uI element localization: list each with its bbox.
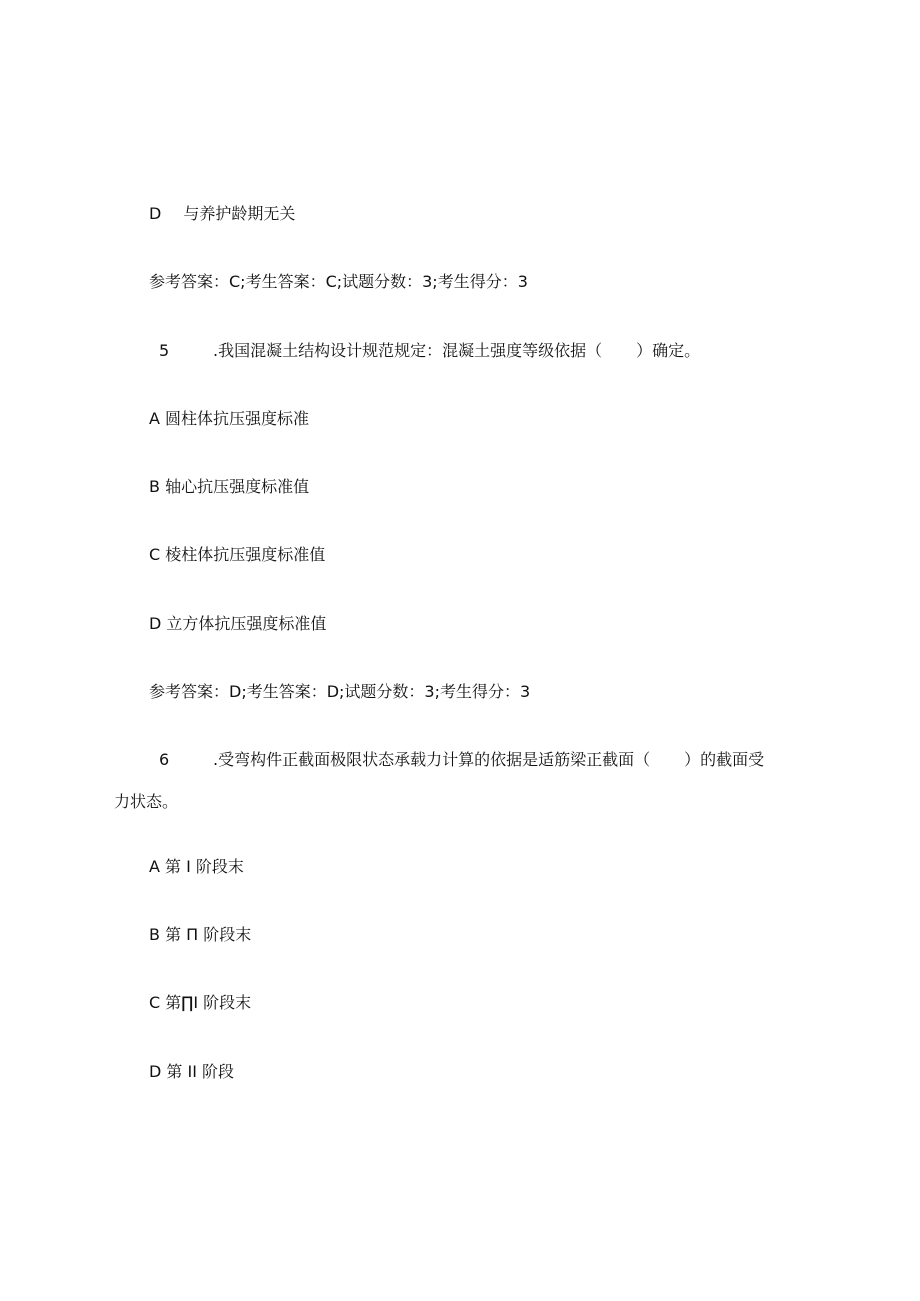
q5-option-b: B 轴心抗压强度标准值: [149, 477, 310, 496]
q6-number: 6: [159, 750, 170, 769]
q5-stem: [159, 341, 700, 361]
q6-stem-wrap: 力状态。: [114, 792, 179, 811]
q5-answer-line: 参考答案：D;考生答案：D;试题分数：3;考生得分：3: [149, 682, 531, 701]
q4-option-d-text: 与养护龄期无关: [183, 204, 296, 223]
q5-option-a: A 圆柱体抗压强度标准: [149, 409, 310, 428]
q6-option-b: B 第 П 阶段末: [149, 925, 252, 944]
q5-stem-before: .我国混凝土结构设计规范规定：混凝土强度等级依据（: [213, 341, 603, 360]
q6-stem-before: .受弯构件正截面极限状态承载力计算的依据是适筋梁正截面（: [213, 750, 651, 769]
q4-answer-line: 参考答案：C;考生答案：C;试题分数：3;考生得分：3: [149, 272, 528, 291]
q5-option-c: C 棱柱体抗压强度标准值: [149, 545, 326, 564]
q6-stem: [159, 750, 764, 770]
q6-option-c: C 第∏I 阶段末: [149, 993, 252, 1012]
q4-option-d-letter: D: [149, 204, 162, 223]
q5-stem-after: ）确定。: [636, 341, 701, 360]
q6-option-a: A 第 I 阶段末: [149, 857, 244, 876]
q6-stem-after: ）的截面受: [684, 750, 765, 769]
q5-option-d: D 立方体抗压强度标准值: [149, 614, 327, 633]
q5-number: 5: [159, 341, 170, 360]
q4-option-d: [149, 204, 295, 224]
q6-option-d: D 第 II 阶段: [149, 1062, 235, 1081]
